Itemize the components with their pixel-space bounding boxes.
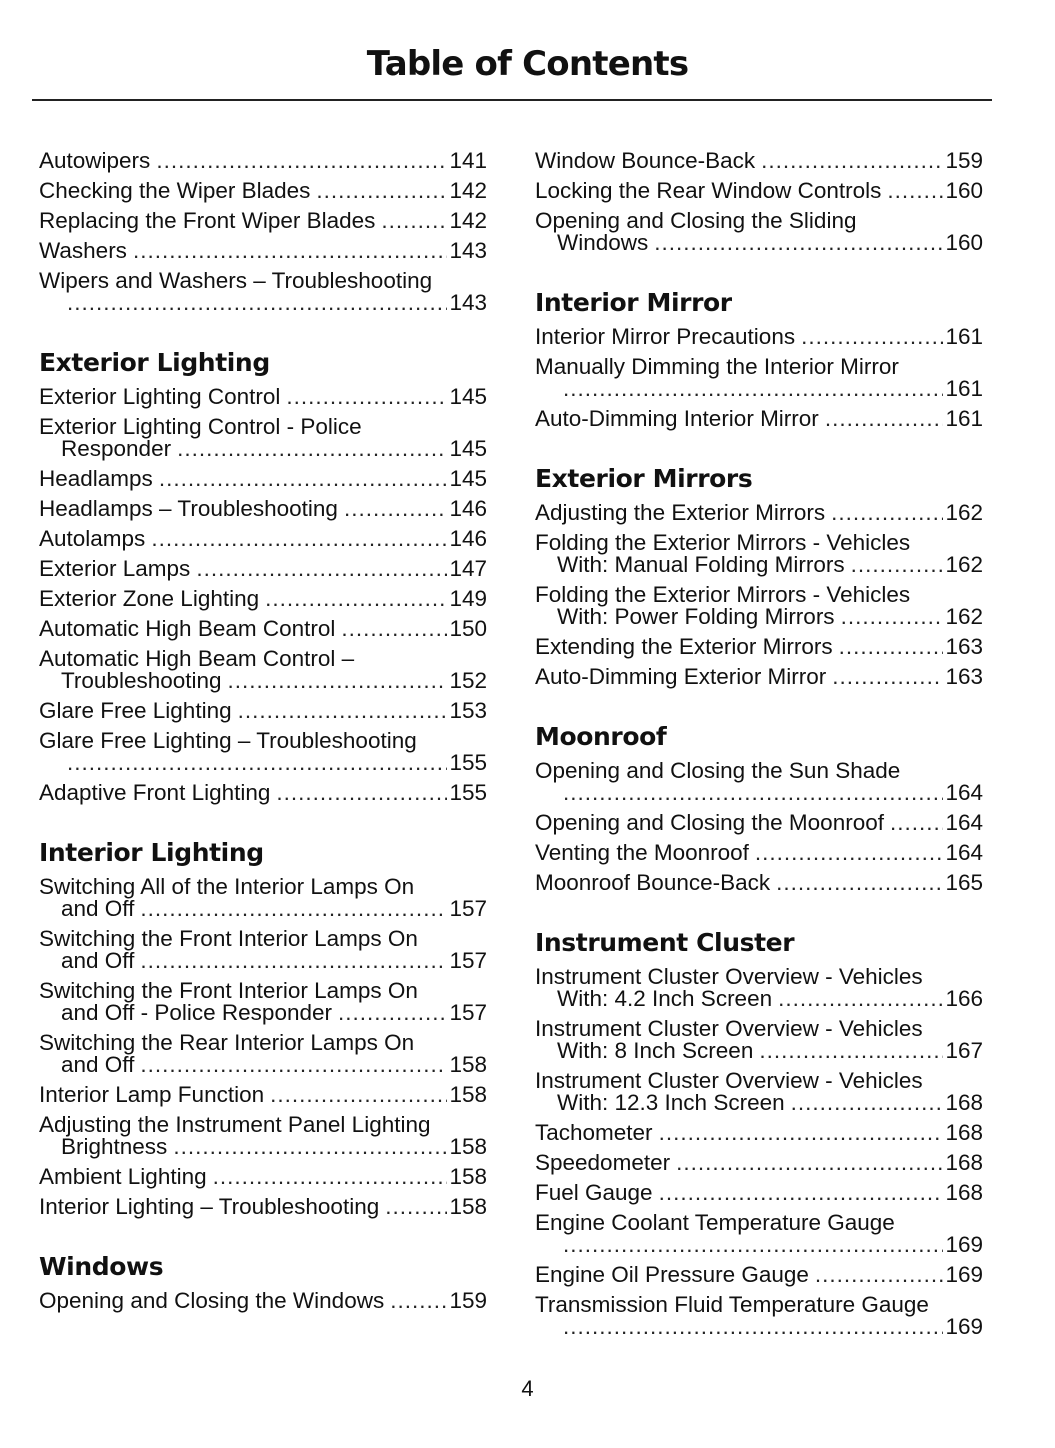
toc-entry-row: [39, 438, 487, 460]
toc-entry[interactable]: [39, 924, 487, 976]
toc-section: [535, 146, 983, 258]
toc-entry-row: [535, 842, 983, 864]
page-number: 4: [521, 1376, 534, 1401]
toc-entry-title: Autowipers: [39, 148, 151, 173]
toc-entry-title: Locking the Rear Window Controls: [535, 178, 882, 203]
toc-entry-title: Checking the Wiper Blades: [39, 178, 311, 203]
dot-leader: [140, 1054, 447, 1076]
toc-entry-page: 158: [449, 1164, 487, 1189]
toc-section: [535, 926, 983, 1342]
toc-entry-page: 161: [945, 376, 983, 401]
toc-entry-title: Fuel Gauge: [535, 1180, 653, 1205]
toc-entry-row: [39, 1002, 487, 1024]
toc-entry-title: Autolamps: [39, 526, 146, 551]
dot-leader: [316, 180, 447, 202]
toc-entry-title: Instrument Cluster Overview - Vehicles: [535, 1016, 923, 1041]
dot-leader: [839, 636, 944, 658]
toc-entry-title: Automatic High Beam Control: [39, 616, 336, 641]
toc-entry-title: Replacing the Front Wiper Blades: [39, 208, 376, 233]
dot-leader: [173, 1136, 447, 1158]
toc-entry-title: Opening and Closing the Moonroof: [535, 810, 884, 835]
toc-entry-title: With: Manual Folding Mirrors: [557, 552, 845, 577]
toc-entry-row: [535, 872, 983, 894]
toc-entry-row: [39, 1084, 487, 1106]
toc-section: [535, 720, 983, 898]
toc-entry-row: [39, 468, 487, 490]
toc-entry[interactable]: [535, 1178, 983, 1208]
toc-entry[interactable]: [535, 868, 983, 898]
section-heading: Moonroof: [535, 722, 667, 751]
toc-entry[interactable]: [39, 1286, 487, 1316]
toc-entry[interactable]: [535, 662, 983, 692]
toc-entry[interactable]: [39, 1110, 487, 1162]
toc-entry[interactable]: [39, 524, 487, 554]
toc-entry-page: 162: [945, 500, 983, 525]
toc-entry[interactable]: [535, 352, 983, 404]
toc-entry-page: 160: [945, 178, 983, 203]
dot-leader: [238, 700, 448, 722]
toc-entry-title: With: 12.3 Inch Screen: [557, 1090, 785, 1115]
toc-entry-title: Adaptive Front Lighting: [39, 780, 271, 805]
toc-entry[interactable]: [39, 976, 487, 1028]
toc-entry-row: [39, 752, 487, 774]
dot-leader: [381, 210, 447, 232]
toc-entry[interactable]: [535, 1014, 983, 1066]
dot-leader: [196, 558, 447, 580]
dot-leader: [213, 1166, 448, 1188]
toc-entry-title: Manually Dimming the Interior Mirror: [535, 354, 899, 379]
toc-entry[interactable]: [535, 756, 983, 808]
toc-entry-title: Instrument Cluster Overview - Vehicles: [535, 1068, 923, 1093]
toc-entry-title: Auto-Dimming Exterior Mirror: [535, 664, 827, 689]
toc-entry-row: [39, 618, 487, 640]
toc-entry-row: [39, 1054, 487, 1076]
toc-entry[interactable]: [39, 554, 487, 584]
dot-leader: [801, 326, 943, 348]
toc-entry-title: Switching the Front Interior Lamps On: [39, 978, 418, 1003]
section-heading: Exterior Mirrors: [535, 464, 753, 493]
toc-entry-row: [535, 326, 983, 348]
toc-column-left: [39, 146, 487, 1316]
toc-entry-row: [535, 378, 983, 400]
dot-leader: [890, 812, 943, 834]
toc-entry[interactable]: [535, 176, 983, 206]
toc-entry-row: [39, 528, 487, 550]
toc-entry-title: Venting the Moonroof: [535, 840, 749, 865]
toc-entry-row: [39, 240, 487, 262]
section-heading: Windows: [39, 1252, 164, 1281]
section-heading: Exterior Lighting: [39, 348, 270, 377]
toc-entry[interactable]: [39, 1028, 487, 1080]
toc-entry[interactable]: [39, 644, 487, 696]
toc-entry-page: 163: [945, 664, 983, 689]
toc-entry-title: Opening and Closing the Sun Shade: [535, 758, 901, 783]
toc-entry[interactable]: [535, 1260, 983, 1290]
toc-entry-page: 169: [945, 1314, 983, 1339]
toc-entry-row: [39, 292, 487, 314]
toc-entry-title: Glare Free Lighting: [39, 698, 232, 723]
toc-entry-row: [535, 666, 983, 688]
toc-entry-title: Ambient Lighting: [39, 1164, 207, 1189]
toc-entry-row: [535, 782, 983, 804]
dot-leader: [887, 180, 943, 202]
toc-entry-row: [39, 1136, 487, 1158]
toc-entry-page: 164: [945, 810, 983, 835]
toc-entry-row: [39, 950, 487, 972]
toc-entry[interactable]: [39, 1192, 487, 1222]
toc-entry-row: [535, 988, 983, 1010]
toc-entry[interactable]: [535, 1148, 983, 1178]
dot-leader: [815, 1264, 944, 1286]
toc-entry-title: Exterior Lighting Control - Police: [39, 414, 362, 439]
toc-entry-row: [39, 498, 487, 520]
dot-leader: [151, 528, 447, 550]
toc-entry-title: and Off: [61, 896, 135, 921]
dot-leader: [390, 1290, 447, 1312]
dot-leader: [659, 1182, 944, 1204]
toc-entry-page: 164: [945, 840, 983, 865]
toc-entry-page: 165: [945, 870, 983, 895]
toc-section: [39, 346, 487, 808]
toc-entry-row: [39, 670, 487, 692]
toc-entry[interactable]: [39, 872, 487, 924]
dot-leader: [831, 502, 943, 524]
toc-entry[interactable]: [535, 146, 983, 176]
toc-entry-page: 155: [449, 780, 487, 805]
toc-entry[interactable]: [39, 176, 487, 206]
dot-leader: [67, 752, 447, 774]
toc-entry-row: [39, 898, 487, 920]
toc-entry-title: Tachometer: [535, 1120, 653, 1145]
toc-entry[interactable]: [39, 726, 487, 778]
toc-entry[interactable]: [39, 266, 487, 318]
toc-entry-title: Headlamps: [39, 466, 153, 491]
toc-entry[interactable]: [39, 1080, 487, 1110]
toc-entry-title: Instrument Cluster Overview - Vehicles: [535, 964, 923, 989]
toc-entry-title: Interior Lighting – Troubleshooting: [39, 1194, 380, 1219]
toc-entry-page: 157: [449, 896, 487, 921]
toc-column-right: [535, 146, 983, 1342]
dot-leader: [755, 842, 944, 864]
toc-entry-row: [535, 812, 983, 834]
toc-entry-page: 160: [945, 230, 983, 255]
toc-section: [535, 286, 983, 434]
toc-entry-row: [535, 502, 983, 524]
toc-entry-title: Window Bounce-Back: [535, 148, 756, 173]
toc-entry[interactable]: [39, 696, 487, 726]
toc-entry[interactable]: [39, 382, 487, 412]
toc-entry-title: Headlamps – Troubleshooting: [39, 496, 338, 521]
toc-entry-title: Switching the Rear Interior Lamps On: [39, 1030, 415, 1055]
dot-leader: [344, 498, 448, 520]
toc-entry-title: and Off - Police Responder: [61, 1000, 332, 1025]
toc-entry-title: Interior Mirror Precautions: [535, 324, 796, 349]
toc-entry-title: With: 4.2 Inch Screen: [557, 986, 773, 1011]
toc-entry-page: 164: [945, 780, 983, 805]
toc-entry-row: [535, 1316, 983, 1338]
toc-entry[interactable]: [39, 614, 487, 644]
toc-entry-row: [39, 782, 487, 804]
toc-entry-title: Switching the Front Interior Lamps On: [39, 926, 418, 951]
dot-leader: [270, 1084, 447, 1106]
toc-entry-page: 142: [449, 178, 487, 203]
toc-entry-row: [39, 700, 487, 722]
toc-entry-row: [535, 1092, 983, 1114]
toc-entry-title: Exterior Lamps: [39, 556, 191, 581]
toc-entry-page: 161: [945, 324, 983, 349]
toc-entry[interactable]: [535, 206, 983, 258]
dot-leader: [825, 408, 944, 430]
toc-entry-page: 167: [945, 1038, 983, 1063]
toc-entry-page: 145: [449, 384, 487, 409]
toc-entry-title: Engine Oil Pressure Gauge: [535, 1262, 809, 1287]
section-heading: Interior Lighting: [39, 838, 264, 867]
toc-entry-title: Washers: [39, 238, 127, 263]
toc-entry-title: Folding the Exterior Mirrors - Vehicles: [535, 530, 911, 555]
toc-entry[interactable]: [39, 464, 487, 494]
toc-entry-row: [535, 1234, 983, 1256]
toc-entry[interactable]: [39, 1162, 487, 1192]
toc-entry[interactable]: [39, 236, 487, 266]
toc-entry-page: 168: [945, 1150, 983, 1175]
toc-entry[interactable]: [535, 962, 983, 1014]
dot-leader: [341, 618, 447, 640]
dot-leader: [140, 898, 447, 920]
toc-entry-title: Switching All of the Interior Lamps On: [39, 874, 415, 899]
toc-entry-page: 158: [449, 1194, 487, 1219]
title-divider: [32, 99, 992, 101]
toc-entry-page: 147: [449, 556, 487, 581]
toc-entry-page: 162: [945, 552, 983, 577]
toc-entry-page: 146: [449, 526, 487, 551]
toc-entry[interactable]: [535, 322, 983, 352]
toc-section: [39, 146, 487, 318]
toc-entry-page: 158: [449, 1134, 487, 1159]
toc-entry-row: [535, 1182, 983, 1204]
toc-entry-row: [535, 232, 983, 254]
toc-entry-title: Adjusting the Exterior Mirrors: [535, 500, 826, 525]
toc-entry-row: [39, 180, 487, 202]
toc-section: [535, 462, 983, 692]
toc-entry[interactable]: [39, 494, 487, 524]
dot-leader: [156, 150, 447, 172]
toc-entry-page: 150: [449, 616, 487, 641]
toc-entry-row: [535, 1152, 983, 1174]
toc-entry-title: Exterior Zone Lighting: [39, 586, 260, 611]
toc-entry[interactable]: [39, 146, 487, 176]
dot-leader: [159, 468, 448, 490]
toc-entry-row: [535, 1040, 983, 1062]
toc-entry-page: 143: [449, 238, 487, 263]
toc-entry-page: 159: [945, 148, 983, 173]
toc-entry-title: Engine Coolant Temperature Gauge: [535, 1210, 895, 1235]
toc-entry[interactable]: [39, 206, 487, 236]
toc-entry-row: [39, 1196, 487, 1218]
toc-entry[interactable]: [39, 778, 487, 808]
toc-entry-title: Opening and Closing the Windows: [39, 1288, 385, 1313]
toc-entry-row: [535, 408, 983, 430]
toc-entry-title: Auto-Dimming Interior Mirror: [535, 406, 819, 431]
toc-entry-page: 168: [945, 1180, 983, 1205]
dot-leader: [776, 872, 943, 894]
toc-entry[interactable]: [535, 1290, 983, 1342]
toc-entry-row: [535, 1122, 983, 1144]
toc-entry-page: 168: [945, 1120, 983, 1145]
toc-entry-row: [39, 1290, 487, 1312]
toc-entry-title: Wipers and Washers – Troubleshooting: [39, 268, 433, 293]
toc-entry-page: 141: [449, 148, 487, 173]
dot-leader: [133, 240, 448, 262]
toc-entry-page: 168: [945, 1090, 983, 1115]
toc-entry-title: Responder: [61, 436, 172, 461]
dot-leader: [659, 1122, 944, 1144]
toc-entry-title: Moonroof Bounce-Back: [535, 870, 771, 895]
toc-entry-page: 157: [449, 1000, 487, 1025]
dot-leader: [761, 150, 943, 172]
dot-leader: [676, 1152, 943, 1174]
toc-entry-title: Windows: [557, 230, 649, 255]
toc-entry-page: 159: [449, 1288, 487, 1313]
toc-entry-title: Transmission Fluid Temperature Gauge: [535, 1292, 929, 1317]
section-heading: Interior Mirror: [535, 288, 732, 317]
toc-entry-row: [535, 150, 983, 172]
dot-leader: [841, 606, 944, 628]
toc-entry-row: [535, 636, 983, 658]
toc-entry-page: 145: [449, 466, 487, 491]
toc-entry-title: With: Power Folding Mirrors: [557, 604, 835, 629]
toc-entry-title: Opening and Closing the Sliding: [535, 208, 857, 233]
toc-entry-row: [535, 554, 983, 576]
toc-entry-title: With: 8 Inch Screen: [557, 1038, 754, 1063]
dot-leader: [385, 1196, 447, 1218]
toc-entry-title: Glare Free Lighting – Troubleshooting: [39, 728, 417, 753]
dot-leader: [563, 1234, 943, 1256]
toc-entry-row: [535, 180, 983, 202]
toc-entry[interactable]: [535, 498, 983, 528]
toc-entry[interactable]: [39, 584, 487, 614]
toc-entry-title: and Off: [61, 948, 135, 973]
toc-entry[interactable]: [535, 580, 983, 632]
toc-entry[interactable]: [535, 632, 983, 662]
toc-entry-row: [39, 558, 487, 580]
toc-entry-page: 158: [449, 1082, 487, 1107]
dot-leader: [276, 782, 447, 804]
toc-entry-title: Extending the Exterior Mirrors: [535, 634, 833, 659]
dot-leader: [265, 588, 447, 610]
dot-leader: [654, 232, 943, 254]
toc-entry-row: [39, 1166, 487, 1188]
toc-entry-title: Folding the Exterior Mirrors - Vehicles: [535, 582, 911, 607]
toc-section: [39, 836, 487, 1222]
toc-entry-row: [39, 210, 487, 232]
toc-entry-page: 149: [449, 586, 487, 611]
dot-leader: [67, 292, 447, 314]
toc-entry-page: 146: [449, 496, 487, 521]
toc-section: [39, 1250, 487, 1316]
toc-entry-page: 155: [449, 750, 487, 775]
toc-entry[interactable]: [535, 1066, 983, 1118]
toc-entry-title: Brightness: [61, 1134, 168, 1159]
toc-entry-row: [39, 386, 487, 408]
toc-entry-page: 169: [945, 1232, 983, 1257]
toc-entry[interactable]: [535, 1208, 983, 1260]
toc-entry-row: [39, 588, 487, 610]
dot-leader: [832, 666, 943, 688]
dot-leader: [563, 378, 943, 400]
toc-entry[interactable]: [535, 838, 983, 868]
dot-leader: [563, 782, 943, 804]
dot-leader: [338, 1002, 447, 1024]
toc-entry[interactable]: [535, 808, 983, 838]
toc-entry-row: [535, 1264, 983, 1286]
toc-entry-title: Exterior Lighting Control: [39, 384, 281, 409]
dot-leader: [228, 670, 448, 692]
toc-entry-row: [39, 150, 487, 172]
toc-entry-page: 158: [449, 1052, 487, 1077]
dot-leader: [140, 950, 447, 972]
toc-entry-page: 169: [945, 1262, 983, 1287]
dot-leader: [778, 988, 943, 1010]
toc-entry-title: Adjusting the Instrument Panel Lighting: [39, 1112, 431, 1137]
dot-leader: [759, 1040, 943, 1062]
toc-entry-page: 145: [449, 436, 487, 461]
dot-leader: [851, 554, 944, 576]
toc-entry[interactable]: [535, 1118, 983, 1148]
toc-entry-page: 153: [449, 698, 487, 723]
toc-entry-title: Troubleshooting: [61, 668, 222, 693]
toc-entry-row: [535, 606, 983, 628]
toc-entry-page: 161: [945, 406, 983, 431]
toc-entry[interactable]: [535, 404, 983, 434]
toc-entry-page: 157: [449, 948, 487, 973]
dot-leader: [177, 438, 447, 460]
toc-entry-page: 143: [449, 290, 487, 315]
dot-leader: [791, 1092, 944, 1114]
toc-entry[interactable]: [39, 412, 487, 464]
toc-entry-page: 166: [945, 986, 983, 1011]
dot-leader: [286, 386, 447, 408]
toc-entry-page: 162: [945, 604, 983, 629]
toc-entry-title: Interior Lamp Function: [39, 1082, 265, 1107]
toc-entry-title: Speedometer: [535, 1150, 671, 1175]
toc-entry-page: 142: [449, 208, 487, 233]
toc-entry-title: Automatic High Beam Control –: [39, 646, 355, 671]
toc-entry[interactable]: [535, 528, 983, 580]
dot-leader: [563, 1316, 943, 1338]
toc-entry-page: 163: [945, 634, 983, 659]
page-title: Table of Contents: [366, 44, 689, 84]
toc-entry-page: 152: [449, 668, 487, 693]
toc-entry-title: and Off: [61, 1052, 135, 1077]
section-heading: Instrument Cluster: [535, 928, 795, 957]
